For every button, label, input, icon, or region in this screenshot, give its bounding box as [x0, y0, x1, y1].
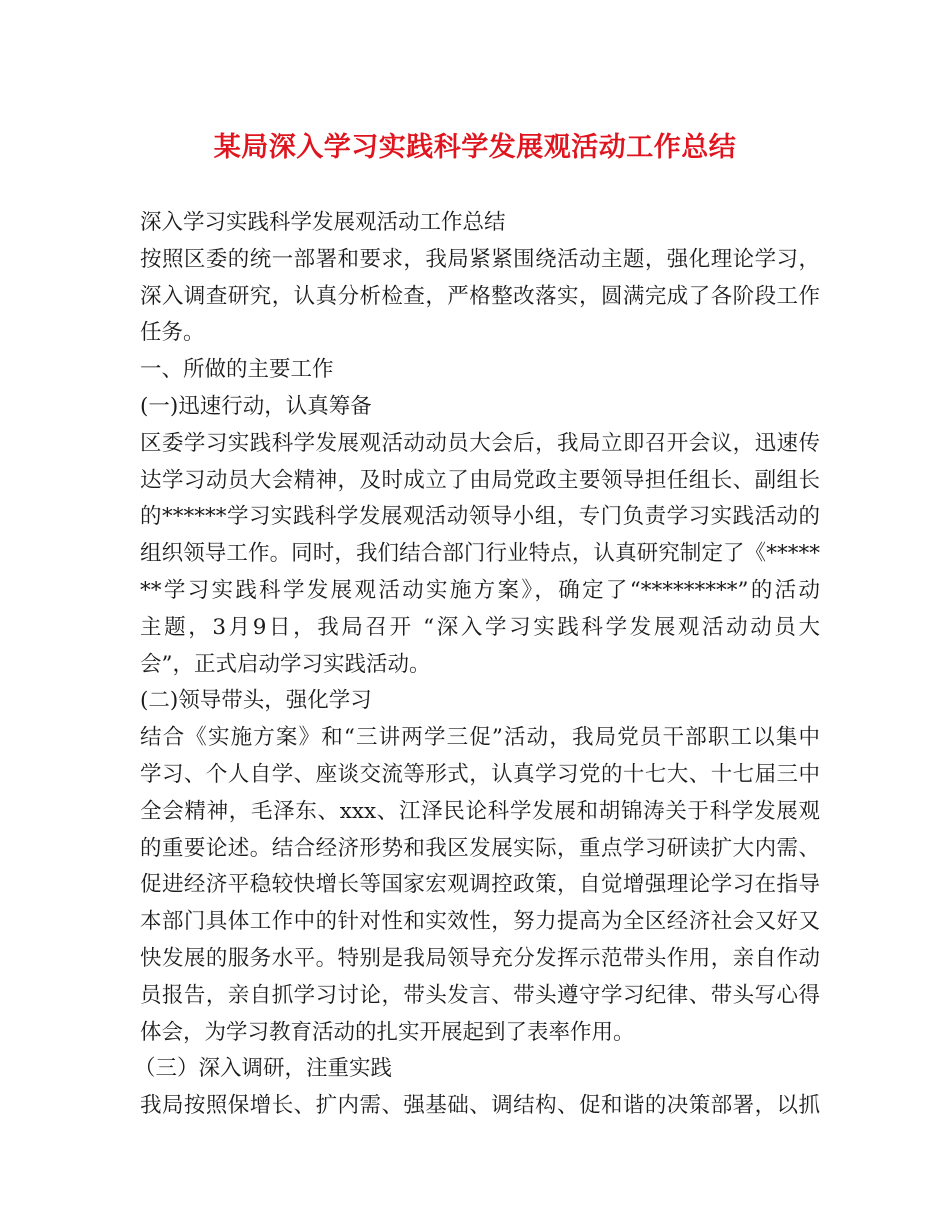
document-body	[134, 205, 820, 1125]
text-line: 区委学习实践科学发展观活动动员大会后，我局立即召开会议，迅速传	[140, 430, 820, 456]
text-line: 的重要论述。结合经济形势和我区发展实际，重点学习研读扩大内需、	[140, 835, 820, 861]
text-line: 组织领导工作。同时，我们结合部门行业特点，认真研究制定了《*****	[140, 541, 820, 567]
text-line: （三）深入调研，注重实践	[134, 1056, 393, 1082]
text-line: 按照区委的统一部署和要求，我局紧紧围绕活动主题，强化理论学习，	[140, 246, 820, 272]
text-line: 主题，3月9日，我局召开 “深入学习实践科学发展观活动动员大	[140, 614, 820, 640]
text-line: 本部门具体工作中的针对性和实效性，努力提高为全区经济社会又好又	[140, 909, 820, 935]
document-title: 某局深入学习实践科学发展观活动工作总结	[213, 132, 737, 163]
text-line: 深入学习实践科学发展观活动工作总结	[140, 210, 506, 235]
text-line: 快发展的服务水平。特别是我局领导充分发挥示范带头作用，亲自作动	[140, 945, 820, 971]
text-line: 深入调查研究，认真分析检查，严格整改落实，圆满完成了各阶段工作	[140, 283, 820, 309]
text-line: 的******学习实践科学发展观活动领导小组，专门负责学习实践活动的	[140, 504, 820, 530]
text-line: 员报告，亲自抓学习讨论，带头发言、带头遵守学习纪律、带头写心得	[140, 982, 820, 1008]
text-line: **学习实践科学发展观活动实施方案》，确定了“*********”的活动	[140, 577, 820, 603]
text-line: (二)领导带头，强化学习	[140, 688, 372, 714]
text-line: 会”，正式启动学习实践活动。	[140, 651, 431, 677]
text-line: 全会精神，毛泽东、xxx、江泽民论科学发展和胡锦涛关于科学发展观	[140, 798, 820, 824]
text-line: 结合《实施方案》和“三讲两学三促”活动，我局党员干部职工以集中	[140, 725, 820, 751]
text-line: 达学习动员大会精神，及时成立了由局党政主要领导担任组长、副组长	[140, 467, 820, 493]
text-line: (一)迅速行动，认真筹备	[140, 393, 372, 419]
text-line: 体会，为学习教育活动的扎实开展起到了表率作用。	[140, 1019, 635, 1045]
text-line: 我局按照保增长、扩内需、强基础、调结构、促和谐的决策部署，以抓	[140, 1093, 820, 1119]
text-line: 促进经济平稳较快增长等国家宏观调控政策，自觉增强理论学习在指导	[140, 872, 820, 898]
text-line: 一、所做的主要工作	[140, 357, 334, 383]
text-line: 任务。	[140, 320, 205, 346]
text-line: 学习、个人自学、座谈交流等形式，认真学习党的十七大、十七届三中	[140, 761, 820, 787]
